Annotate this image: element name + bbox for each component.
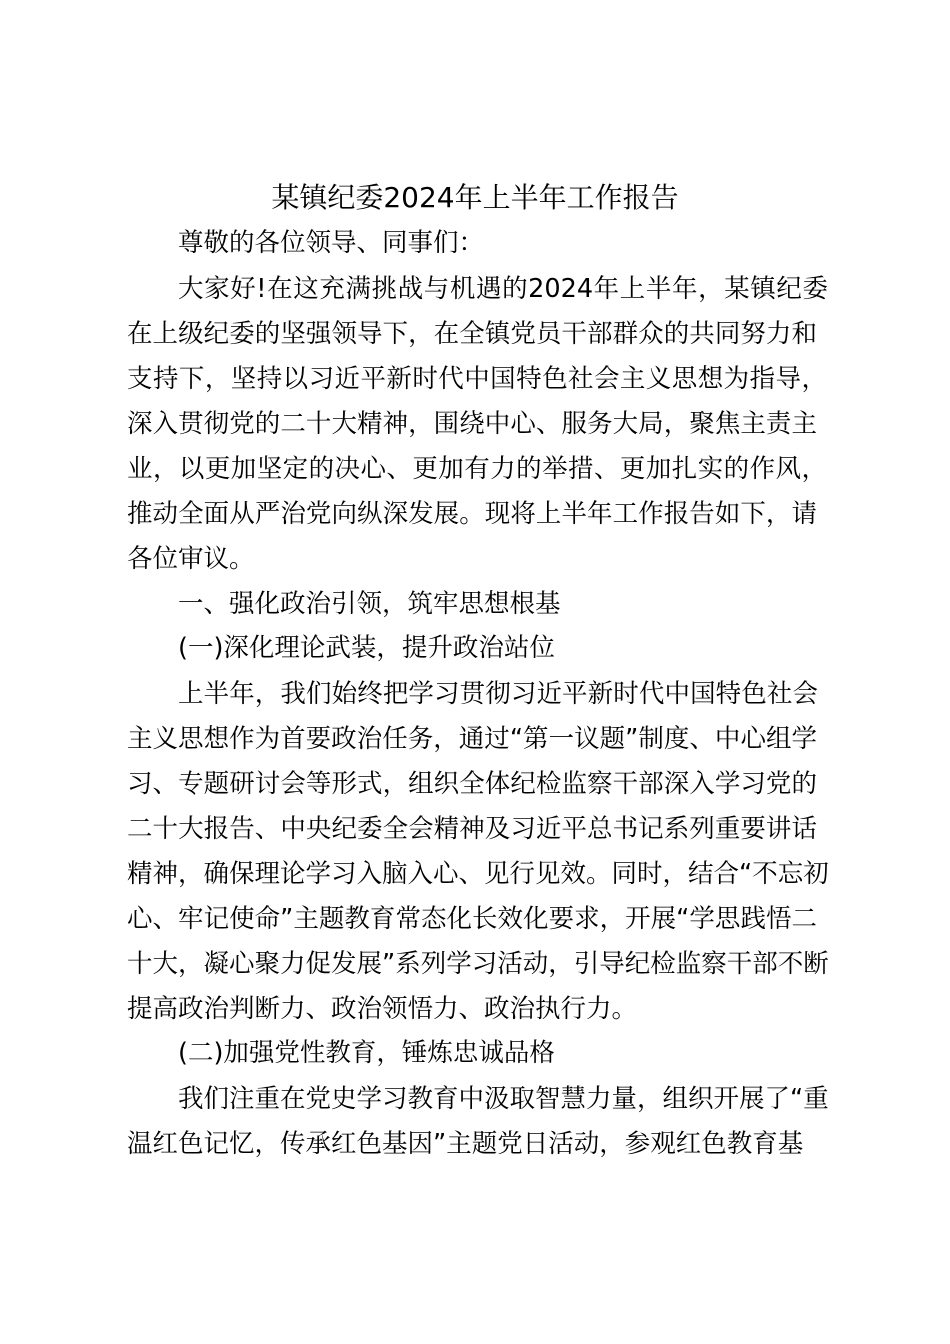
paragraph-line: 二十大报告、中央纪委全会精神及习近平总书记系列重要讲话 bbox=[127, 814, 817, 844]
paragraph-line: 十大，凝心聚力促发展”系列学习活动，引导纪检监察干部不断 bbox=[127, 949, 829, 979]
section-heading: 一、强化政治引领，筑牢思想根基 bbox=[178, 589, 561, 619]
paragraph-line: 心、牢记使命”主题教育常态化长效化要求，开展“学思践悟二 bbox=[127, 904, 817, 934]
document-title: 某镇纪委2024年上半年工作报告 bbox=[271, 181, 679, 214]
paragraph-line: 精神，确保理论学习入脑入心、见行见效。同时，结合“不忘初 bbox=[127, 859, 829, 889]
paragraph-line: 业，以更加坚定的决心、更加有力的举措、更加扎实的作风， bbox=[127, 454, 827, 484]
paragraph-line: 主义思想作为首要政治任务，通过“第一议题”制度、中心组学 bbox=[127, 724, 817, 754]
paragraph-line: 深入贯彻党的二十大精神，围绕中心、服务大局，聚焦主责主 bbox=[127, 409, 817, 439]
paragraph-line: 推动全面从严治党向纵深发展。现将上半年工作报告如下，请 bbox=[127, 499, 817, 529]
paragraph-line: 上半年，我们始终把学习贯彻习近平新时代中国特色社会 bbox=[178, 679, 818, 709]
paragraph-line: 支持下，坚持以习近平新时代中国特色社会主义思想为指导， bbox=[127, 364, 827, 394]
subsection-heading: (一)深化理论武装，提升政治站位 bbox=[178, 633, 555, 663]
paragraph-line: 提高政治判断力、政治领悟力、政治执行力。 bbox=[127, 994, 638, 1024]
paragraph-line: 习、专题研讨会等形式，组织全体纪检监察干部深入学习党的 bbox=[127, 769, 817, 799]
paragraph-line: 在上级纪委的坚强领导下，在全镇党员干部群众的共同努力和 bbox=[127, 319, 817, 349]
salutation: 尊敬的各位领导、同事们： bbox=[178, 228, 485, 258]
subsection-heading: (二)加强党性教育，锤炼忠诚品格 bbox=[178, 1038, 555, 1068]
paragraph-line: 大家好!在这充满挑战与机遇的2024年上半年，某镇纪委 bbox=[178, 274, 828, 304]
paragraph-line: 我们注重在党史学习教育中汲取智慧力量，组织开展了“重 bbox=[178, 1084, 829, 1114]
paragraph-line: 温红色记忆，传承红色基因”主题党日活动，参观红色教育基 bbox=[127, 1129, 804, 1159]
paragraph-line: 各位审议。 bbox=[127, 544, 255, 574]
